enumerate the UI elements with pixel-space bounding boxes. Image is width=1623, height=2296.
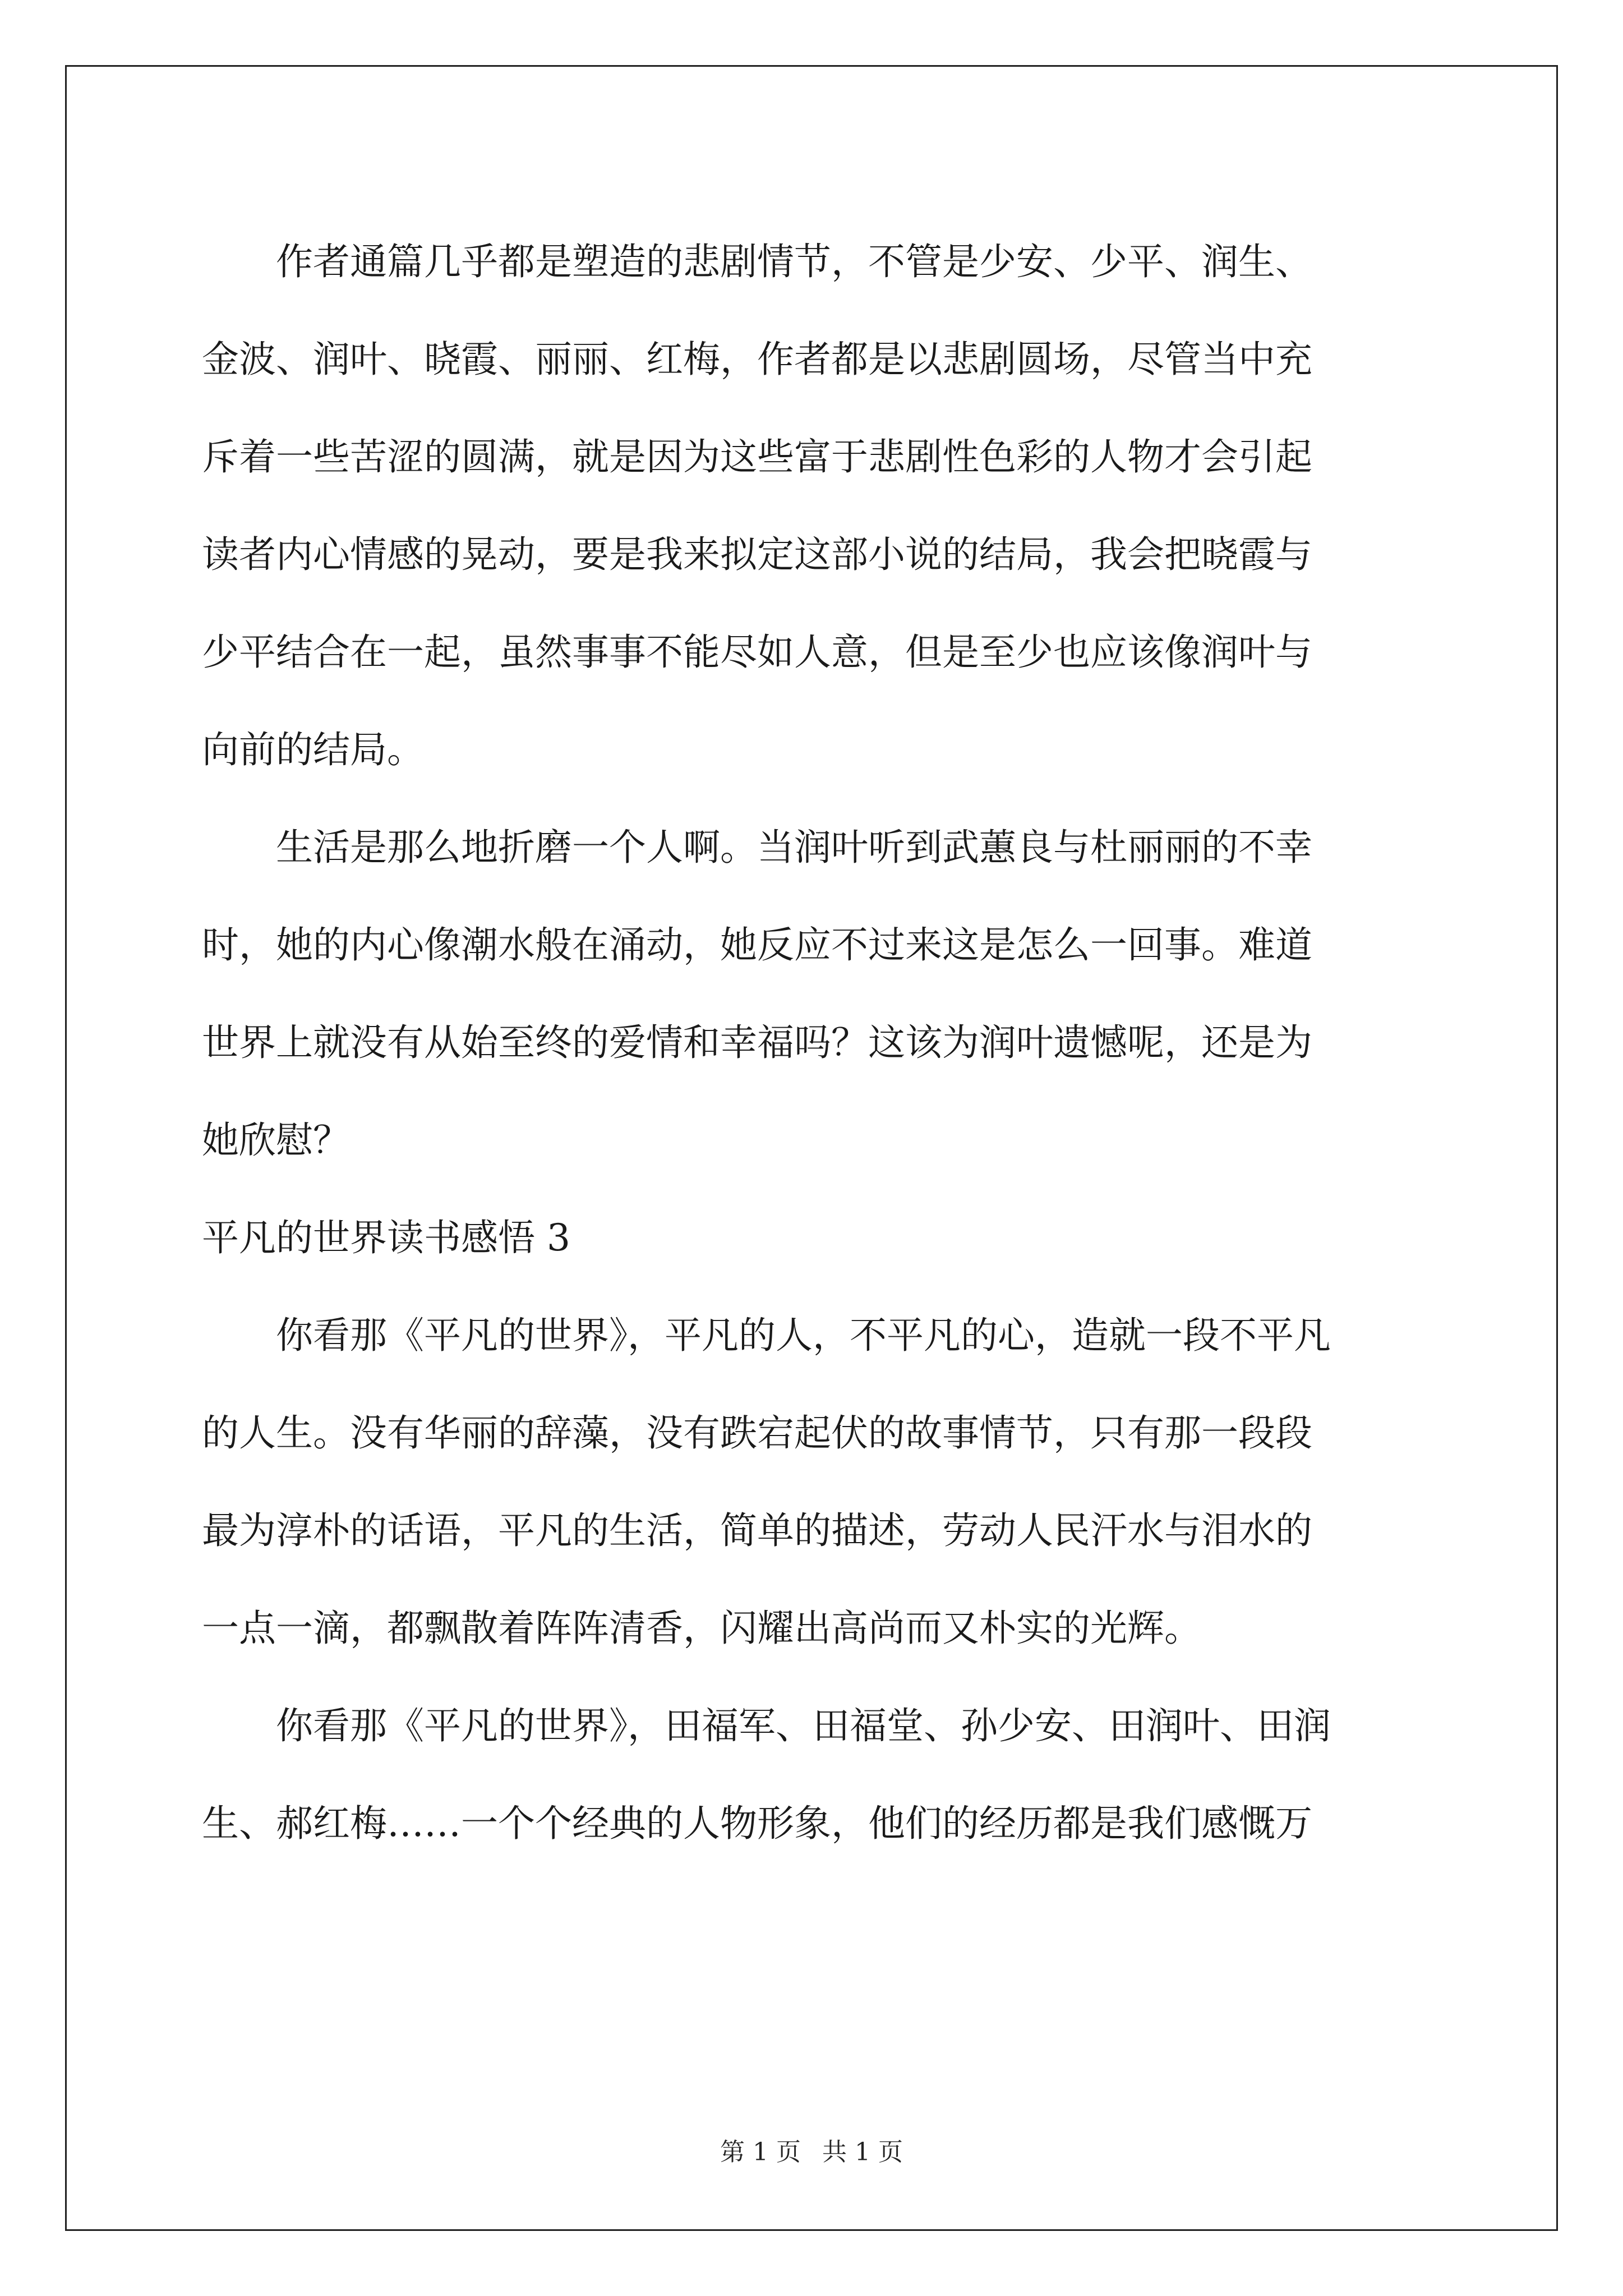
paragraph-3 <box>202 1287 1424 1677</box>
text-line: 生活是那么地折磨一个人啊。当润叶听到武蕙良与杜丽丽的不幸 <box>276 826 1312 869</box>
text-line: 金波、润叶、晓霞、丽丽、红梅，作者都是以悲剧圆场，尽管当中充 <box>202 338 1312 381</box>
text-line: 你看那《平凡的世界》，田福军、田福堂、孙少安、田润叶、田润 <box>276 1704 1331 1747</box>
section-heading: 平凡的世界读书感悟 3 <box>202 1216 570 1259</box>
text-line: 一点一滴，都飘散着阵阵清香，闪耀出高尚而又朴实的光辉。 <box>202 1607 1201 1650</box>
text-line: 你看那《平凡的世界》，平凡的人，不平凡的心，造就一段不平凡 <box>276 1314 1331 1357</box>
text-line: 少平结合在一起，虽然事事不能尽如人意，但是至少也应该像润叶与 <box>202 631 1312 674</box>
document-body <box>202 213 1424 1872</box>
text-line: 斥着一些苦涩的圆满，就是因为这些富于悲剧性色彩的人物才会引起 <box>202 435 1312 478</box>
text-line: 生、郝红梅……一个个经典的人物形象，他们的经历都是我们感慨万 <box>202 1802 1312 1845</box>
paragraph-4 <box>202 1677 1424 1872</box>
text-line: 时，她的内心像潮水般在涌动，她反应不过来这是怎么一回事。难道 <box>202 923 1312 967</box>
text-line: 读者内心情感的晃动，要是我来拟定这部小说的结局，我会把晓霞与 <box>202 533 1312 576</box>
paragraph-1 <box>202 213 1424 799</box>
paragraph-2 <box>202 799 1424 1189</box>
text-line: 的人生。没有华丽的辞藻，没有跌宕起伏的故事情节，只有那一段段 <box>202 1411 1312 1455</box>
text-line: 作者通篇几乎都是塑造的悲剧情节，不管是少安、少平、润生、 <box>276 240 1312 283</box>
page-footer <box>0 2132 1623 2168</box>
text-line: 她欣慰？ <box>202 1119 350 1162</box>
text-line: 最为淳朴的话语，平凡的生活，简单的描述，劳动人民汗水与泪水的 <box>202 1509 1312 1552</box>
page-number: 第 1 页 <box>720 2138 801 2166</box>
page-total: 共 1 页 <box>822 2138 903 2166</box>
text-line: 向前的结局。 <box>202 728 424 771</box>
text-line: 世界上就没有从始至终的爱情和幸福吗？这该为润叶遗憾呢，还是为 <box>202 1021 1312 1064</box>
